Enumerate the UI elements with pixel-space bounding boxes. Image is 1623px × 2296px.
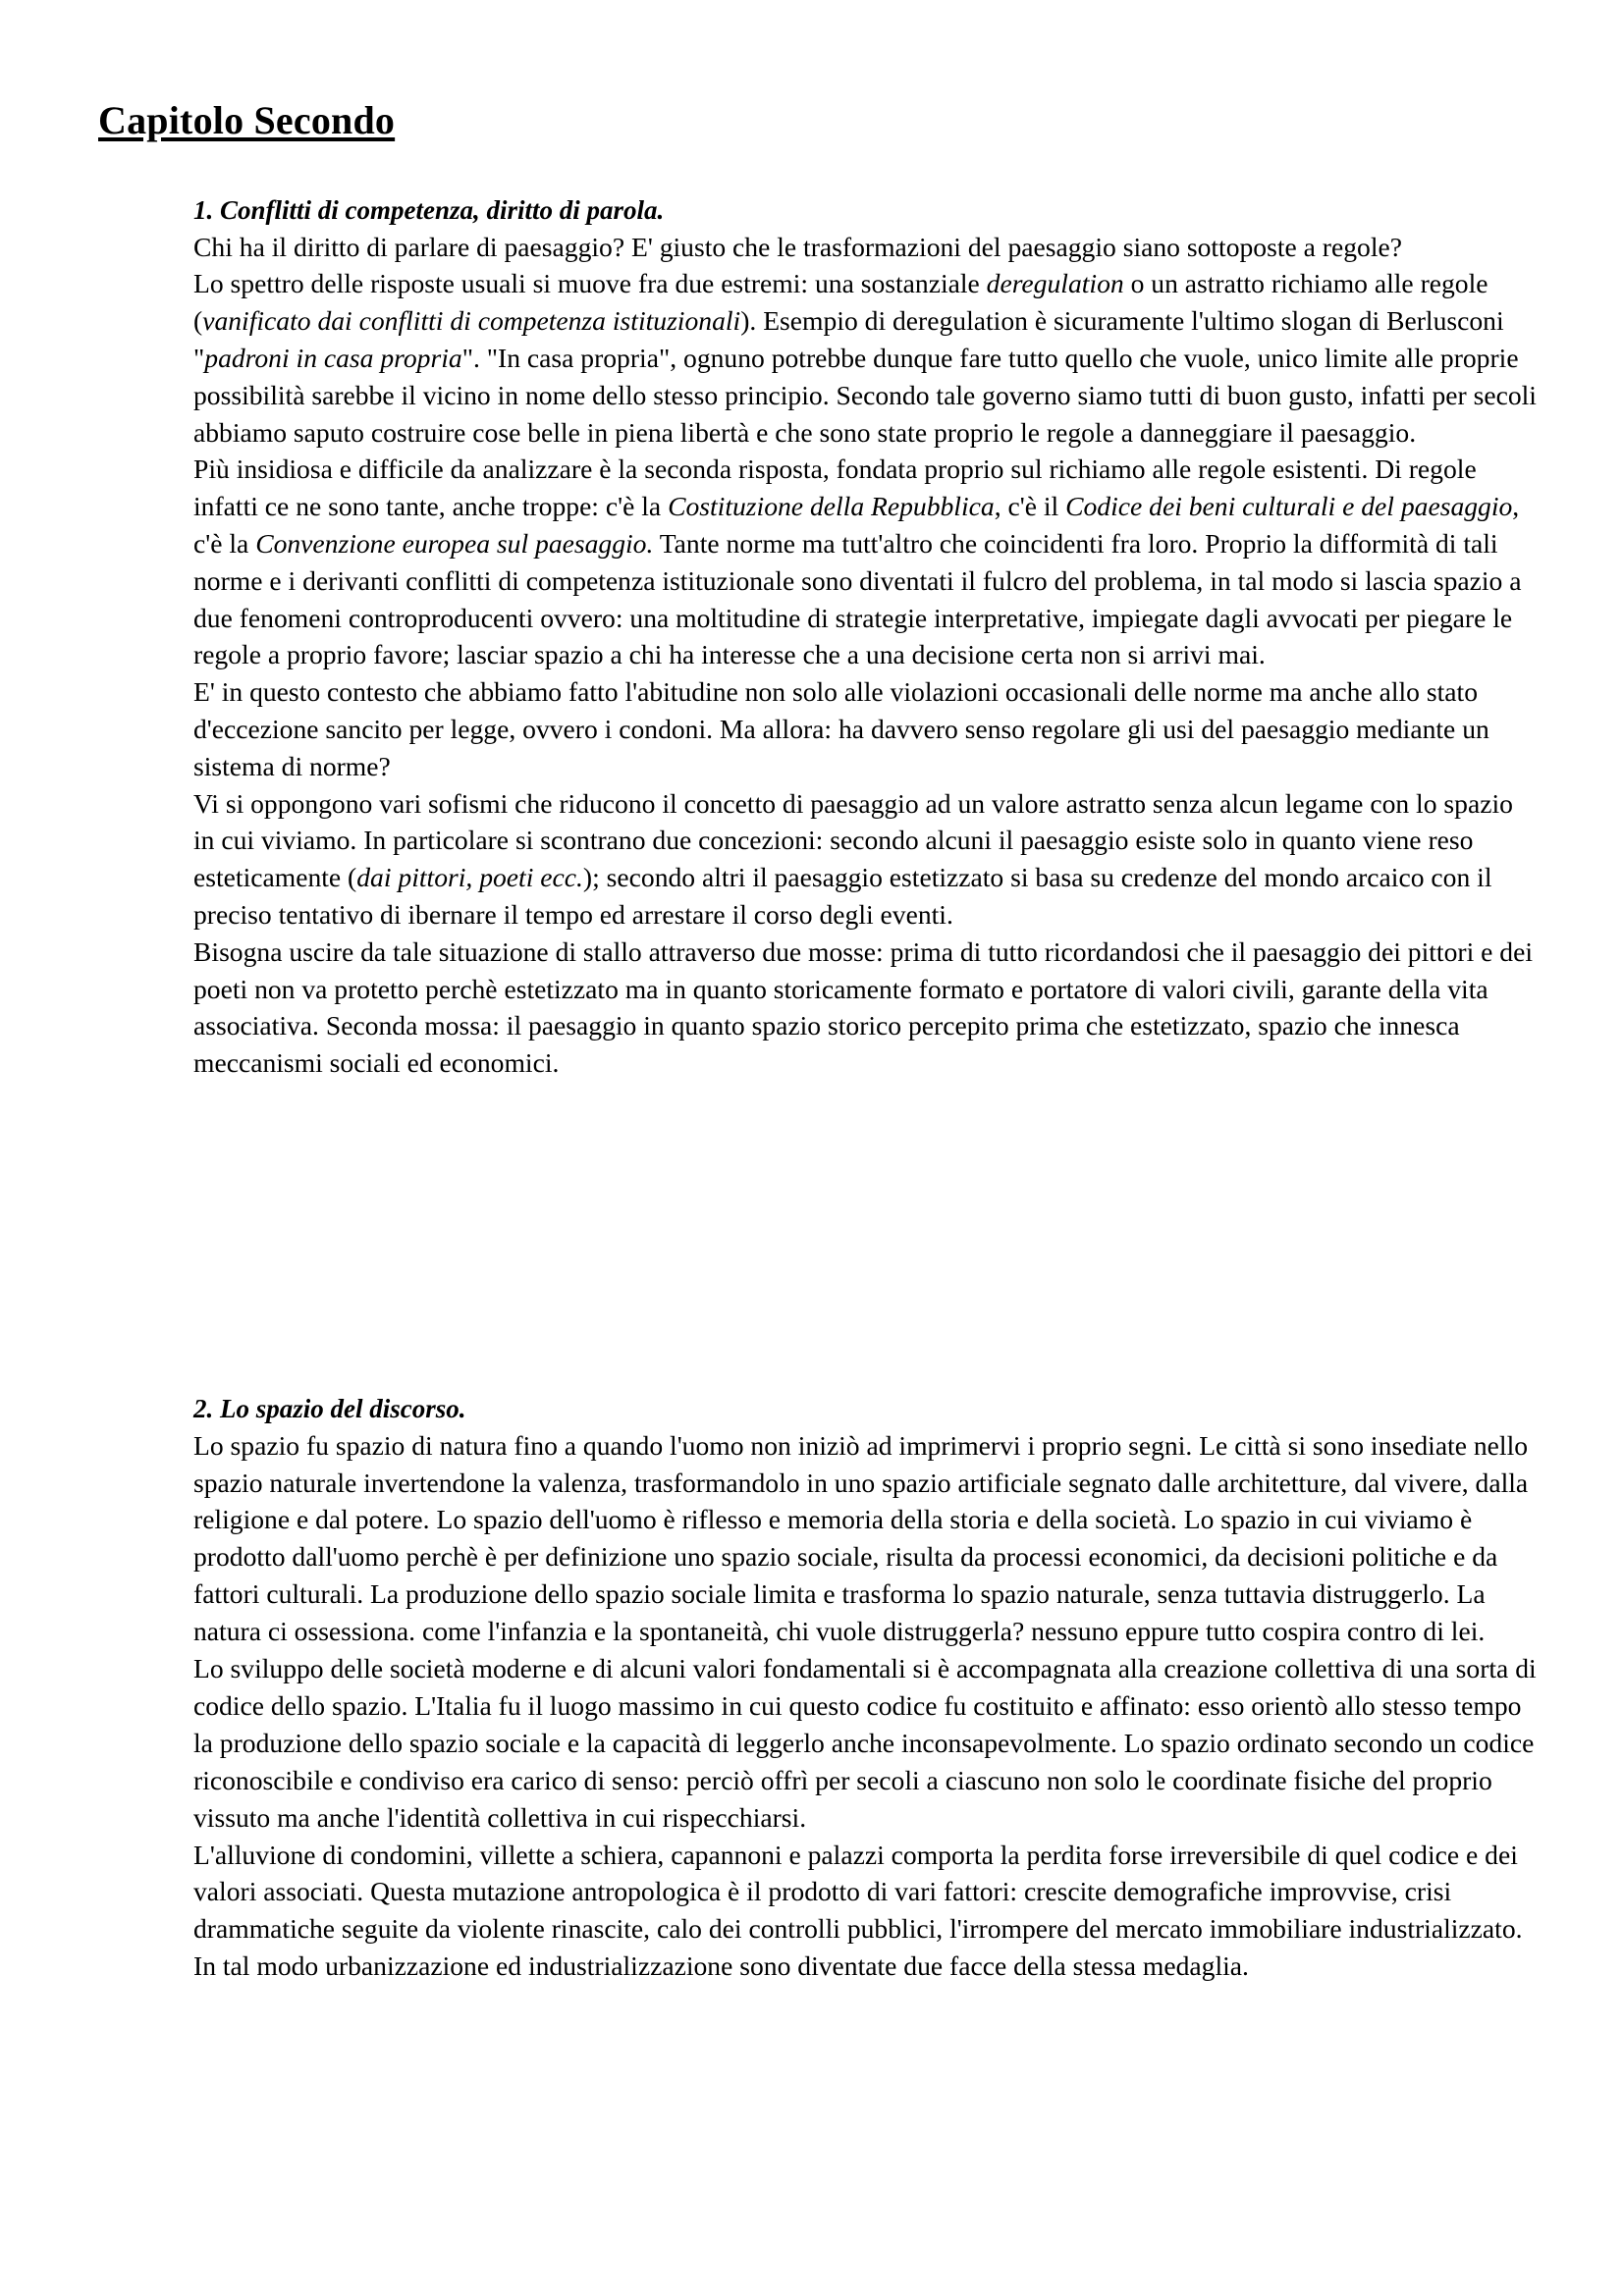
section-conflitti-di-competenza bbox=[193, 192, 1539, 1082]
paragraph bbox=[193, 785, 1539, 934]
italic-text: Costituzione della Repubblica bbox=[668, 491, 995, 522]
section-lo-spazio-del-discorso bbox=[193, 1391, 1539, 1985]
paragraph bbox=[193, 1837, 1539, 1986]
chapter-title: Capitolo Secondo bbox=[98, 98, 396, 142]
italic-text: padroni in casa propria bbox=[204, 342, 462, 373]
text-run: Lo spettro delle risposte usuali si muove fra due estremi: una sostanziale bbox=[193, 268, 987, 299]
text-run: Vi si oppongono vari sofismi che riducono il concetto di paesaggio ad un valore astratto senza alcun legame con lo spazio in cui viviamo. In particolare si scontrano due concezioni: secondo alcuni il paesaggio esiste solo in quanto viene reso esteticamente ( bbox=[193, 787, 1513, 893]
text-run: Più insidiosa e difficile da analizzare è la seconda risposta, fondata proprio sul richiamo alle regole esistenti. Di regole infatti ce ne sono tante, anche troppe: c'è la bbox=[193, 454, 1477, 522]
paragraph bbox=[193, 451, 1539, 673]
text-run: ). Esempio di deregulation è sicuramente l'ultimo slogan di Berlusconi " bbox=[193, 305, 1504, 373]
section-body bbox=[193, 229, 1539, 1082]
paragraph bbox=[193, 1427, 1539, 1650]
italic-text: dai pittori, poeti ecc. bbox=[356, 862, 583, 893]
text-run: L'alluvione di condomini, villette a schiera, capannoni e palazzi comporta la perdita forse irreversibile di quel codice e dei valori associati. Questa mutazione antropologica è il prodotto di vari fattori: crescite demografiche improvvise, crisi drammatiche seguite da violente rinascite, calo dei controlli pubblici, l'irrompere del mercato immobiliare industrializzato. In tal modo urbanizzazione ed industrializzazione sono diventate due facce della stessa medaglia. bbox=[193, 1839, 1523, 1982]
text-run: Bisogna uscire da tale situazione di stallo attraverso due mosse: prima di tutto ricordandosi che il paesaggio dei pittori e dei poeti non va protetto perchè estetizzato ma in quanto storicamente formato e portatore di valori civili, garante della vita associativa. Seconda mossa: il paesaggio in quanto spazio storico percepito prima che estetizzato, spazio che innesca meccanismi sociali ed economici. bbox=[193, 935, 1533, 1079]
text-run: ); secondo altri il paesaggio estetizzato si basa su credenze del mondo arcaico con il preciso tentativo di ibernare il tempo ed arrestare il corso degli eventi. bbox=[193, 862, 1492, 930]
paragraph bbox=[193, 934, 1539, 1082]
text-run: Lo spazio fu spazio di natura fino a quando l'uomo non iniziò ad imprimervi i proprio segni. Le città si sono insediate nello spazio naturale invertendone la valenza, trasformandolo in uno spazio artificiale segnato dalle architetture, dal vivere, dalla religione e dal potere. Lo spazio dell'uomo è riflesso e memoria della storia e della società. Lo spazio in cui viviamo è prodotto dall'uomo perchè è per definizione uno spazio sociale, risulta da processi economici, da decisioni politiche e da fattori culturali. La produzione dello spazio sociale limita e trasforma lo spazio naturale, senza tuttavia distruggerlo. La natura ci ossessiona. come l'infanzia e la spontaneità, chi vuole distruggerla? nessuno eppure tutto cospira contro di lei. bbox=[193, 1429, 1529, 1647]
paragraph bbox=[193, 1650, 1539, 1837]
text-run: o un astratto richiamo alle regole ( bbox=[193, 268, 1488, 337]
paragraph bbox=[193, 265, 1539, 451]
italic-text: vanificato dai conflitti di competenza istituzionali bbox=[202, 305, 741, 337]
italic-text: Codice dei beni culturali e del paesaggio bbox=[1065, 491, 1513, 522]
section-heading: 2. Lo spazio del discorso. bbox=[193, 1394, 466, 1423]
text-run: ". "In casa propria", ognuno potrebbe dunque fare tutto quello che vuole, unico limite alle proprie possibilità sarebbe il vicino in nome dello stesso principio. Secondo tale governo siamo tutti di buon gusto, infatti per secoli abbiamo saputo costruire cose belle in piena libertà e che sono state proprio le regole a danneggiare il paesaggio. bbox=[193, 342, 1537, 448]
text-run: , c'è la bbox=[193, 491, 1520, 559]
text-run: E' in questo contesto che abbiamo fatto l'abitudine non solo alle violazioni occasionali delle norme ma anche allo stato d'eccezione sancito per legge, ovvero i condoni. Ma allora: ha davvero senso regolare gli usi del paesaggio mediante un sistema di norme? bbox=[193, 676, 1489, 781]
italic-text: Convenzione europea sul paesaggio. bbox=[255, 527, 654, 559]
section-heading: 1. Conflitti di competenza, diritto di parola. bbox=[193, 195, 665, 225]
paragraph bbox=[193, 673, 1539, 784]
section-body bbox=[193, 1427, 1539, 1986]
text-run: Chi ha il diritto di parlare di paesaggio? E' giusto che le trasformazioni del paesaggio siano sottoposte a regole? bbox=[193, 231, 1402, 262]
text-run: , c'è il bbox=[994, 491, 1066, 522]
italic-text: deregulation bbox=[986, 268, 1124, 299]
text-run: Lo sviluppo delle società moderne e di alcuni valori fondamentali si è accompagnata alla creazione collettiva di una sorta di codice dello spazio. L'Italia fu il luogo massimo in cui questo codice fu costituito e affinato: esso orientò allo stesso tempo la produzione dello spazio sociale e la capacità di leggerlo anche inconsapevolmente. Lo spazio ordinato secondo un codice riconoscibile e condiviso era carico di senso: perciò offrì per secoli a ciascuno non solo le coordinate fisiche del proprio vissuto ma anche l'identità collettiva in cui rispecchiarsi. bbox=[193, 1653, 1537, 1833]
paragraph bbox=[193, 229, 1539, 266]
text-run: Tante norme ma tutt'altro che coincidenti fra loro. Proprio la difformità di tali norme e i derivanti conflitti di competenza istituzionale sono diventati il fulcro del problema, in tal modo si lascia spazio a due fenomeni controproducenti ovvero: una moltitudine di strategie interpretative, impiegate dagli avvocati per piegare le regole a proprio favore; lasciar spazio a chi ha interesse che a una decisione certa non si arrivi mai. bbox=[193, 527, 1522, 670]
